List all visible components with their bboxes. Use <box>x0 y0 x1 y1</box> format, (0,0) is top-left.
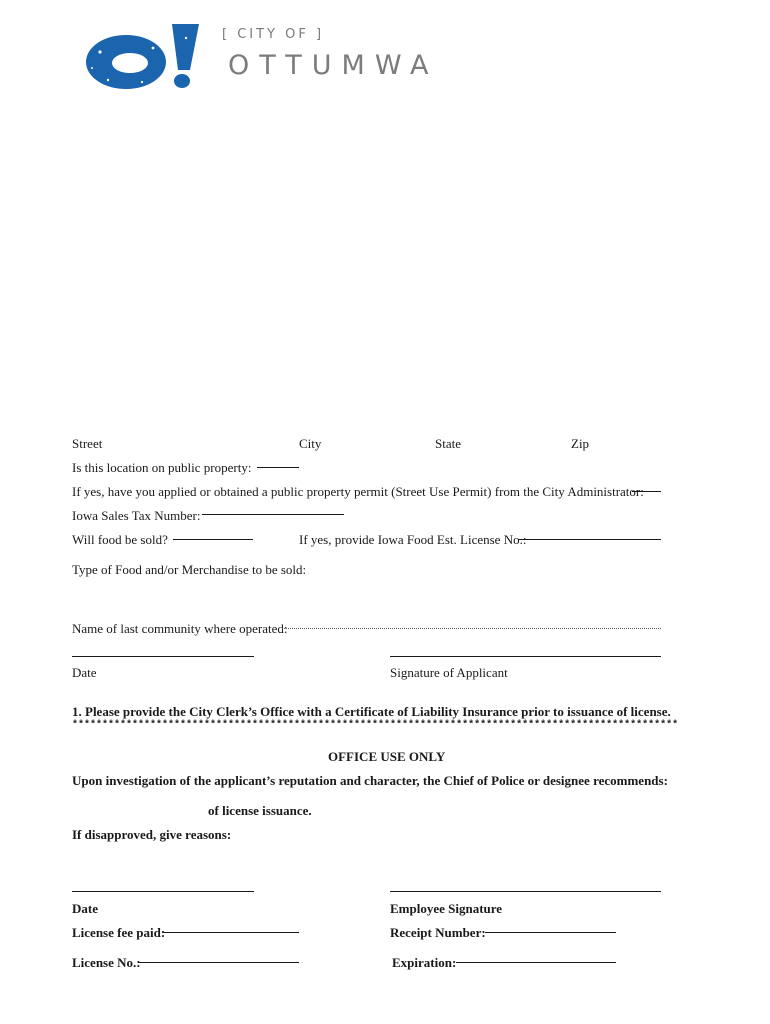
logo-city-of-text: [ CITY OF ] <box>222 27 325 42</box>
office-use-heading: OFFICE USE ONLY <box>328 749 446 764</box>
employee-signature-label: Employee Signature <box>390 901 503 916</box>
last-community-label: Name of last community where operated: <box>72 621 288 636</box>
last-community-field[interactable] <box>282 628 661 629</box>
applicant-signature-label: Signature of Applicant <box>390 665 508 680</box>
zip-label: Zip <box>571 436 590 451</box>
food-license-field[interactable] <box>518 539 661 540</box>
receipt-number-field[interactable] <box>485 932 616 933</box>
food-sold-label: Will food be sold? <box>72 532 168 547</box>
receipt-number-label: Receipt Number: <box>390 925 486 940</box>
applicant-signature-line[interactable] <box>390 656 661 657</box>
public-property-field[interactable] <box>257 467 299 468</box>
city-label: City <box>299 436 322 451</box>
public-property-label: Is this location on public property: <box>72 460 252 475</box>
food-license-label: If yes, provide Iowa Food Est. License No.: <box>299 532 527 547</box>
insurance-notice: 1. Please provide the City Clerk’s Office with a Certificate of Liability Insurance prior to issuance of license. <box>72 704 671 719</box>
sales-tax-label: Iowa Sales Tax Number: <box>72 508 201 523</box>
food-type-label: Type of Food and/or Merchandise to be sold: <box>72 562 307 577</box>
disapproval-reasons-label: If disapproved, give reasons: <box>72 827 232 842</box>
office-date-line[interactable] <box>72 891 254 892</box>
permit-label: If yes, have you applied or obtained a public property permit (Street Use Permit) from the City Administrator: <box>72 484 644 499</box>
recommendation-text: Upon investigation of the applicant’s reputation and character, the Chief of Police or designee recommends: <box>72 773 668 788</box>
ottumwa-logo-mark-icon <box>78 22 206 92</box>
office-date-label: Date <box>72 901 98 916</box>
fee-paid-field[interactable] <box>162 932 299 933</box>
expiration-label: Expiration: <box>392 955 457 970</box>
street-label: Street <box>72 436 103 451</box>
food-sold-field[interactable] <box>173 539 253 540</box>
expiration-field[interactable] <box>456 962 616 963</box>
permit-field[interactable] <box>632 491 661 492</box>
separator-stars: ***************************************************************************************************** <box>72 720 679 731</box>
sales-tax-field[interactable] <box>202 514 344 515</box>
date-label: Date <box>72 665 97 680</box>
state-label: State <box>435 436 461 451</box>
fee-paid-label: License fee paid: <box>72 925 166 940</box>
license-no-field[interactable] <box>139 962 299 963</box>
employee-signature-line[interactable] <box>390 891 661 892</box>
logo-name-text: OTTUMWA <box>228 50 439 81</box>
date-line[interactable] <box>72 656 254 657</box>
license-issuance-text: of license issuance. <box>208 803 312 818</box>
license-no-label: License No.: <box>72 955 141 970</box>
